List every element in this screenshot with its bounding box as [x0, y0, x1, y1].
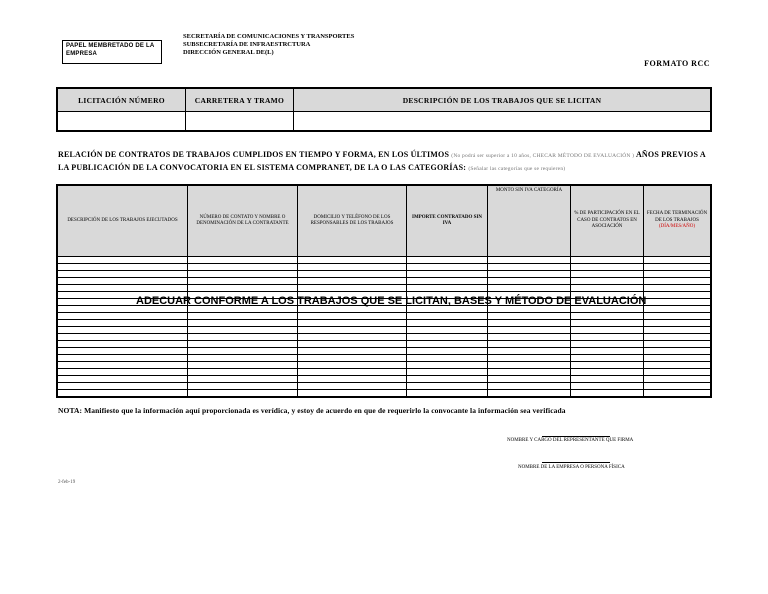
table-cell[interactable] — [644, 327, 712, 334]
table-cell[interactable] — [644, 383, 712, 390]
table-cell[interactable] — [188, 278, 298, 285]
header-block — [183, 33, 354, 57]
table-cell[interactable] — [57, 278, 188, 285]
table-cell[interactable] — [298, 257, 407, 264]
table-cell[interactable] — [571, 320, 644, 327]
relation-text — [58, 149, 712, 175]
table-cell[interactable] — [57, 285, 188, 292]
table-cell[interactable] — [298, 355, 407, 362]
table-cell[interactable] — [188, 362, 298, 369]
table-cell[interactable] — [298, 362, 407, 369]
adapt-instruction: ADECUAR CONFORME A LOS TRABAJOS QUE SE LICITAN, BASES Y MÉTODO DE EVALUACIÓN — [136, 295, 647, 307]
letterhead-box: PAPEL MEMBRETADO DE LA EMPRESA — [62, 40, 162, 64]
table-cell[interactable] — [298, 313, 407, 320]
table-cell[interactable] — [407, 383, 488, 390]
table-cell[interactable] — [644, 348, 712, 355]
table-cell[interactable] — [188, 334, 298, 341]
table-cell[interactable] — [188, 327, 298, 334]
table-cell[interactable] — [407, 355, 488, 362]
table-cell[interactable] — [644, 390, 712, 398]
footer-date: 2-feb-19 — [58, 480, 76, 485]
table-cell[interactable] — [488, 313, 571, 320]
table-cell[interactable] — [188, 383, 298, 390]
table-cell[interactable] — [488, 264, 571, 271]
table-cell[interactable] — [571, 271, 644, 278]
table-row — [57, 264, 711, 271]
table-cell[interactable] — [644, 292, 712, 299]
table-cell[interactable] — [57, 320, 188, 327]
col-header: DOMICILIO Y TELÉFONO DE LOS RESPONSABLES DE LOS TRABAJOS — [298, 185, 407, 257]
table-cell[interactable] — [644, 299, 712, 306]
relation-part2: AÑOS PREVIOS A LA PUBLICACIÓN DE LA CONVOCATORIA EN EL SISTEMA COMPRANET, DE LA O LAS CATEGORÍAS: — [58, 150, 706, 172]
relation-note1: (No podrá ser superior a 10 años, CHECAR MÉTODO DE EVALUACIÓN ) — [451, 153, 635, 159]
works-description-cell[interactable] — [294, 112, 712, 132]
table-row — [57, 271, 711, 278]
table-cell[interactable] — [188, 271, 298, 278]
col-header: NÚMERO DE CONTATO Y NOMBRE O DENOMINACIÓN DE LA CONTRATANTE — [188, 185, 298, 257]
table-cell[interactable] — [488, 285, 571, 292]
table-cell[interactable] — [571, 327, 644, 334]
table-cell[interactable] — [644, 257, 712, 264]
table-cell[interactable] — [188, 313, 298, 320]
end-date-label: FECHA DE TERMINACIÓN DE LOS TRABAJOS — [646, 211, 708, 223]
table-cell[interactable] — [407, 376, 488, 383]
table-cell[interactable] — [644, 306, 712, 313]
table-cell[interactable] — [407, 348, 488, 355]
date-format-note: (DÍA/MES/AÑO) — [658, 224, 696, 230]
table-cell[interactable] — [57, 390, 188, 398]
table-cell[interactable] — [407, 334, 488, 341]
col-header: LICITACIÓN NÚMERO — [57, 88, 186, 112]
table-cell[interactable] — [644, 376, 712, 383]
table-cell[interactable] — [571, 313, 644, 320]
table-cell[interactable] — [407, 285, 488, 292]
table-cell[interactable] — [407, 369, 488, 376]
header-line: DIRECCIÓN GENERAL DE(L) — [183, 49, 274, 56]
table-cell[interactable] — [644, 313, 712, 320]
header-line: SUBSECRETARÍA DE INFRAESTRCTURA — [183, 41, 311, 48]
table-cell[interactable] — [488, 376, 571, 383]
relation-note2: (Señalar las categorías que se requieren) — [468, 166, 566, 172]
table-cell[interactable] — [488, 362, 571, 369]
table-cell[interactable] — [488, 355, 571, 362]
table-cell[interactable] — [571, 369, 644, 376]
table-cell[interactable] — [488, 278, 571, 285]
table-row — [57, 341, 711, 348]
table-cell[interactable] — [298, 271, 407, 278]
table-row — [57, 376, 711, 383]
table-cell[interactable] — [488, 271, 571, 278]
table-cell[interactable] — [57, 313, 188, 320]
table-row — [57, 278, 711, 285]
table-cell[interactable] — [571, 376, 644, 383]
table-cell[interactable] — [571, 383, 644, 390]
contracts-table — [56, 184, 712, 398]
table-row — [57, 257, 711, 264]
table-row — [57, 313, 711, 320]
table-cell[interactable] — [488, 390, 571, 398]
table-cell[interactable] — [188, 376, 298, 383]
col-header: IMPORTE CONTRATADO SIN IVA — [407, 185, 488, 257]
table-cell[interactable] — [57, 348, 188, 355]
table-row — [57, 362, 711, 369]
table-cell[interactable] — [188, 341, 298, 348]
table-cell[interactable] — [188, 348, 298, 355]
table-row — [57, 327, 711, 334]
table-cell[interactable] — [57, 271, 188, 278]
road-section-cell[interactable] — [186, 112, 294, 132]
table-cell[interactable] — [644, 334, 712, 341]
table-cell[interactable] — [188, 264, 298, 271]
table-cell[interactable] — [57, 362, 188, 369]
signature-label: NOMBRE DE LA EMPRESA O PERSONA FÍSICA — [518, 465, 625, 470]
table-cell[interactable] — [407, 341, 488, 348]
table-cell[interactable] — [188, 369, 298, 376]
table-cell[interactable] — [407, 264, 488, 271]
tender-table — [56, 87, 712, 132]
table-cell[interactable] — [188, 257, 298, 264]
table-cell[interactable] — [644, 362, 712, 369]
table-cell[interactable] — [571, 334, 644, 341]
table-cell[interactable] — [644, 355, 712, 362]
table-row — [57, 390, 711, 398]
col-header: % DE PARTICIPACIÓN EN EL CASO DE CONTRATOS EN ASOCIACIÓN — [571, 185, 644, 257]
table-cell[interactable] — [407, 313, 488, 320]
table-cell[interactable] — [571, 348, 644, 355]
table-cell[interactable] — [407, 320, 488, 327]
table-cell[interactable] — [57, 376, 188, 383]
table-cell[interactable] — [571, 285, 644, 292]
table-cell[interactable] — [644, 369, 712, 376]
col-header: DESCRIPCIÓN DE LOS TRABAJOS EJECUTADOS — [57, 185, 188, 257]
table-cell[interactable] — [488, 320, 571, 327]
table-cell[interactable] — [644, 278, 712, 285]
table-cell[interactable] — [644, 271, 712, 278]
table-cell[interactable] — [298, 341, 407, 348]
table-cell[interactable] — [644, 320, 712, 327]
table-cell[interactable] — [298, 369, 407, 376]
table-cell[interactable] — [298, 264, 407, 271]
table-cell[interactable] — [407, 278, 488, 285]
table-cell[interactable] — [57, 369, 188, 376]
signature-label: NOMBRE Y CARGO DEL REPRESENTANTE QUE FIRMA — [507, 438, 634, 443]
table-cell[interactable] — [407, 390, 488, 398]
table-cell[interactable] — [488, 257, 571, 264]
table-row — [57, 320, 711, 327]
table-cell[interactable] — [488, 369, 571, 376]
table-row — [57, 369, 711, 376]
table-cell[interactable] — [57, 383, 188, 390]
table-cell[interactable] — [407, 257, 488, 264]
col-header: DESCRIPCIÓN DE LOS TRABAJOS QUE SE LICITAN — [294, 88, 712, 112]
header-line: SECRETARÍA DE COMUNICACIONES Y TRANSPORTES — [183, 33, 355, 40]
table-cell[interactable] — [298, 320, 407, 327]
table-cell[interactable] — [188, 390, 298, 398]
table-cell[interactable] — [488, 334, 571, 341]
table-cell[interactable] — [57, 355, 188, 362]
table-cell[interactable] — [188, 355, 298, 362]
table-cell[interactable] — [571, 257, 644, 264]
table-cell[interactable] — [57, 257, 188, 264]
table-cell[interactable] — [298, 390, 407, 398]
table-cell[interactable] — [644, 341, 712, 348]
table-cell[interactable] — [571, 341, 644, 348]
table-cell[interactable] — [571, 355, 644, 362]
table-cell[interactable] — [407, 327, 488, 334]
table-cell[interactable] — [407, 271, 488, 278]
table-cell[interactable] — [488, 341, 571, 348]
table-cell[interactable] — [57, 327, 188, 334]
signature-line — [542, 462, 610, 463]
table-cell[interactable] — [57, 334, 188, 341]
table-cell[interactable] — [57, 341, 188, 348]
table-cell[interactable] — [488, 348, 571, 355]
col-header: CARRETERA Y TRAMO — [186, 88, 294, 112]
table-cell[interactable] — [571, 264, 644, 271]
table-cell[interactable] — [488, 383, 571, 390]
table-cell[interactable] — [407, 362, 488, 369]
table-cell[interactable] — [298, 285, 407, 292]
table-cell[interactable] — [571, 362, 644, 369]
table-cell[interactable] — [298, 348, 407, 355]
table-cell[interactable] — [298, 334, 407, 341]
table-cell[interactable] — [644, 264, 712, 271]
table-cell[interactable] — [188, 285, 298, 292]
table-cell[interactable] — [488, 327, 571, 334]
table-cell[interactable] — [571, 390, 644, 398]
signature-line — [542, 436, 610, 437]
tender-number-cell[interactable] — [57, 112, 186, 132]
table-cell[interactable] — [298, 327, 407, 334]
table-cell[interactable] — [644, 285, 712, 292]
table-cell[interactable] — [298, 278, 407, 285]
table-row — [57, 348, 711, 355]
table-row — [57, 285, 711, 292]
table-row — [57, 383, 711, 390]
nota-text: NOTA: Manifiesto que la información aquí proporcionada es verídica, y estoy de acuerdo en que de requerirlo la convocante la información sea verificada — [58, 406, 566, 415]
table-row — [57, 355, 711, 362]
relation-part1: RELACIÓN DE CONTRATOS DE TRABAJOS CUMPLIDOS EN TIEMPO Y FORMA, EN LOS ÚLTIMOS — [58, 150, 450, 159]
table-row — [57, 334, 711, 341]
table-cell[interactable] — [298, 383, 407, 390]
table-cell[interactable] — [571, 278, 644, 285]
col-header: MONTO SIN IVA CATEGORÍA — [488, 185, 571, 257]
table-cell[interactable] — [57, 264, 188, 271]
col-header — [644, 185, 712, 257]
contracts-body — [57, 257, 711, 398]
format-code: FORMATO RCC — [644, 59, 710, 68]
table-cell[interactable] — [188, 320, 298, 327]
table-cell[interactable] — [298, 376, 407, 383]
